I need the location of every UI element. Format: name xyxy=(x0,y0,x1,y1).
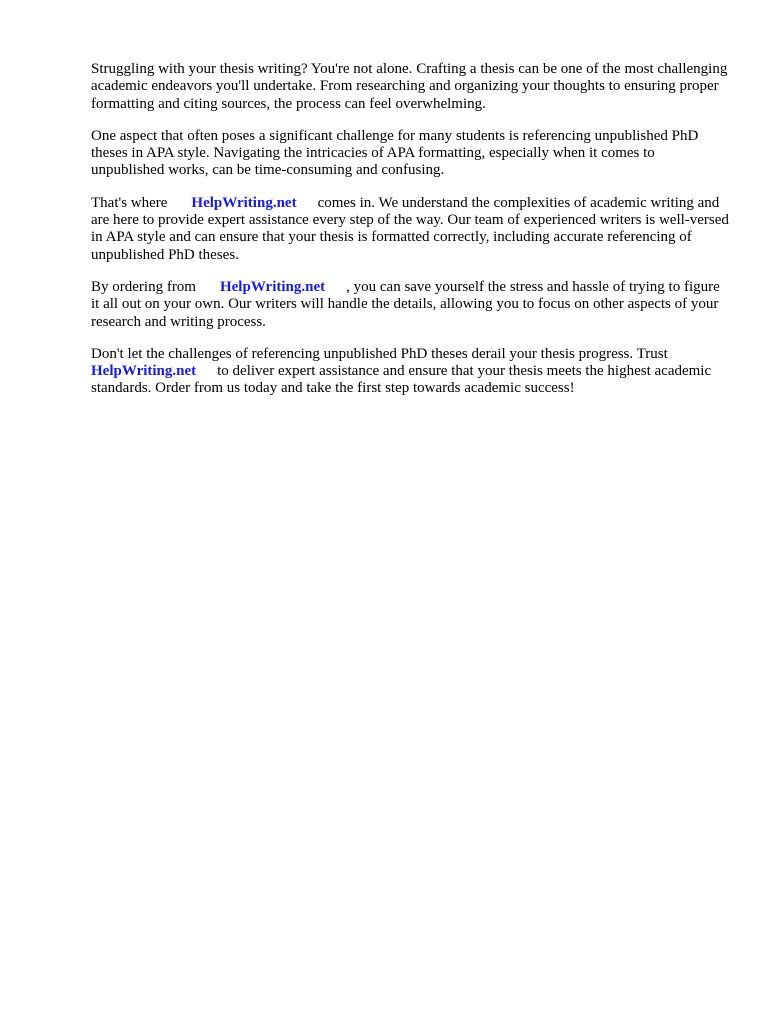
paragraph-service-lead: That's where xyxy=(91,194,168,211)
paragraph-ordering-rest: , you can save yourself the stress and hassle of trying to figure it all out on your own. Our writers will handle the details, allowing you to focus on other aspects of your research and writing process. xyxy=(91,278,720,330)
paragraph-ordering xyxy=(91,279,731,331)
helpwriting-link[interactable]: HelpWriting.net xyxy=(91,363,197,380)
paragraph-service xyxy=(91,195,731,264)
helpwriting-link[interactable]: HelpWriting.net xyxy=(191,194,297,211)
paragraph-service-rest: comes in. We understand the complexities of academic writing and are here to provide expert assistance every step of the way. Our team of experienced writers is well-versed in APA style and can ensure that your thesis is formatted correctly, including accurate referencing of unpublished PhD theses. xyxy=(91,194,729,263)
paragraph-ordering-lead: By ordering from xyxy=(91,278,196,295)
paragraph-closing-lead: Don't let the challenges of referencing unpublished PhD theses derail your thesis progress. Trust xyxy=(91,345,668,362)
helpwriting-link[interactable]: HelpWriting.net xyxy=(219,278,326,295)
paragraph-closing-rest: to deliver expert assistance and ensure that your thesis meets the highest academic standards. Order from us today and take the first step towards academic success! xyxy=(91,363,712,397)
document-page xyxy=(91,61,731,413)
paragraph-intro: Struggling with your thesis writing? You're not alone. Crafting a thesis can be one of the most challenging academic endeavors you'll undertake. From researching and organizing your thoughts to ensuring proper formatting and citing sources, the process can feel overwhelming. xyxy=(91,61,728,112)
paragraph-challenge: One aspect that often poses a significant challenge for many students is referencing unpublished PhD theses in APA style. Navigating the intricacies of APA formatting, especially when it comes to unpublished works, can be time-consuming and confusing. xyxy=(91,127,699,179)
paragraph-closing xyxy=(91,346,731,398)
